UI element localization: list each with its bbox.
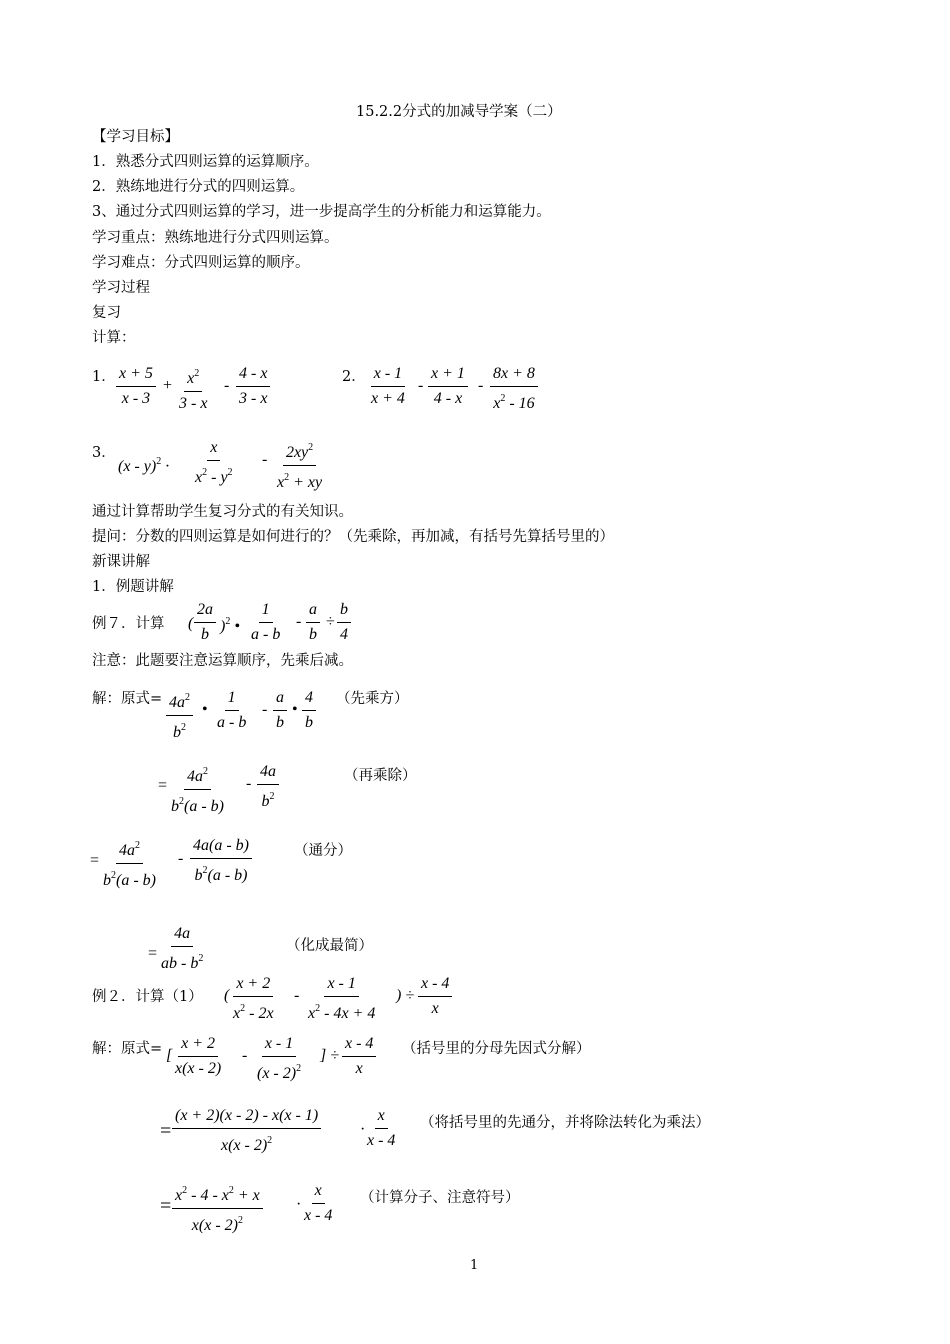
math-fraction: $\frac{x - 1}{(x - 2)^2}$ xyxy=(257,1035,302,1082)
calc-label: 计算： xyxy=(92,330,136,346)
note-factor: （括号里的分母先因式分解） xyxy=(402,1041,591,1057)
math-fraction: $\frac{x + 2}{x^2 - 2x}$ xyxy=(233,975,274,1022)
note-power: （先乘方） xyxy=(336,691,409,707)
math-expression: ( xyxy=(224,987,230,1004)
math-fraction: $\frac{4a}{b^2}$ xyxy=(257,762,279,812)
math-fraction: $\frac{b}{4}$ xyxy=(337,600,351,645)
math-fraction: $\frac{x}{x^2 - y^2}$ xyxy=(195,439,233,486)
example-7-label: 例７．计算 xyxy=(92,616,165,632)
math-fraction: $\frac{1}{a - b}$ xyxy=(251,601,281,643)
example-2-label: 例２．计算（1） xyxy=(92,989,203,1005)
math-operator: - xyxy=(246,775,252,792)
math-fraction: $\frac{x + 5}{x - 3}$ xyxy=(116,364,156,409)
problem-3-label: 3． xyxy=(92,445,116,461)
math-operator: = xyxy=(158,777,168,794)
math-fraction: $\frac{4a^2}{b^2(a - b)}$ xyxy=(100,836,159,891)
math-fraction: $\frac{4}{b}$ xyxy=(302,688,316,733)
math-fraction: $\frac{a}{b}$ xyxy=(306,600,320,645)
math-expression: [ xyxy=(166,1047,173,1064)
math-operator: + xyxy=(163,377,173,394)
math-fraction: $\frac{x - 1}{x^2 - 4x + 4}$ xyxy=(308,975,376,1022)
math-fraction: $\frac{x^2 - 4 - x^2 + x}{x(x - 2)^2}$ xyxy=(172,1181,263,1236)
math-operator: ÷ xyxy=(326,613,335,630)
note-sign: （计算分子、注意符号） xyxy=(360,1190,520,1206)
example-7-note: 注意：此题要注意运算顺序，先乘后减。 xyxy=(92,653,353,669)
objective-1: 1．熟悉分式四则运算的运算顺序。 xyxy=(92,154,319,170)
math-fraction: $\frac{x - 1}{x + 4}$ xyxy=(371,365,405,407)
solution-2-label: 解：原式= xyxy=(92,1041,163,1057)
problem-1-label: 1． xyxy=(92,369,116,385)
math-operator: - xyxy=(418,377,424,394)
math-fraction: $\frac{x - 4}{x}$ xyxy=(342,1034,376,1079)
math-fraction: $\frac{4a}{ab - b^2}$ xyxy=(161,925,204,972)
math-operator: · xyxy=(296,1196,302,1213)
difficulty: 学习难点：分式四则运算的顺序。 xyxy=(92,255,310,271)
math-fraction: $\frac{2xy^2}{x^2 + xy}$ xyxy=(274,438,325,493)
math-fraction: $\frac{8x + 8}{x^2 - 16}$ xyxy=(490,364,538,414)
new-lesson-heading: 新课讲解 xyxy=(92,554,150,570)
math-expression: )$^2$ • xyxy=(220,616,240,635)
math-operator: = xyxy=(160,1195,172,1217)
process-heading: 学习过程 xyxy=(92,280,150,296)
question: 提问：分数的四则运算是如何进行的？（先乘除，再加减，有括号先算括号里的） xyxy=(92,529,614,545)
note-common: （通分） xyxy=(294,843,352,859)
math-operator: • xyxy=(202,701,208,718)
math-operator: = xyxy=(90,852,100,869)
math-fraction: $\frac{x - 4}{x}$ xyxy=(418,974,452,1019)
solution-label: 解：原式= xyxy=(92,691,163,707)
math-fraction: $\frac{x}{x - 4}$ xyxy=(304,1182,333,1224)
math-operator: = xyxy=(148,945,158,962)
math-fraction: $\frac{4a(a - b)}{b^2(a - b)}$ xyxy=(190,836,252,886)
objective-2: 2．熟练地进行分式的四则运算。 xyxy=(92,179,305,195)
page-number: 1 xyxy=(470,1258,479,1273)
review-note: 通过计算帮助学生复习分式的有关知识。 xyxy=(92,504,353,520)
objective-3: 3、通过分式四则运算的学习，进一步提高学生的分析能力和运算能力。 xyxy=(92,204,551,220)
math-fraction: $\frac{4a^2}{b^2}$ xyxy=(166,688,193,743)
note-muldiv: （再乘除） xyxy=(344,768,417,784)
math-fraction: $\frac{4 - x}{3 - x}$ xyxy=(236,364,270,409)
example-heading: 1．例题讲解 xyxy=(92,579,174,595)
math-fraction: $\frac{4a^2}{b^2(a - b)}$ xyxy=(168,762,227,817)
math-fraction: $\frac{(x + 2)(x - 2) - x(x - 1)}{x(x - 2)^2}$ xyxy=(172,1106,321,1156)
note-convert: （将括号里的先通分，并将除法转化为乘法） xyxy=(420,1115,710,1131)
review-heading: 复习 xyxy=(92,305,121,321)
math-fraction: $\frac{x}{x - 4}$ xyxy=(367,1107,396,1149)
math-operator: - xyxy=(262,701,268,718)
math-fraction: $\frac{x^2}{3 - x}$ xyxy=(176,364,210,414)
math-operator: = xyxy=(160,1120,172,1142)
math-expression: ] ÷ xyxy=(320,1047,340,1064)
math-expression: (x - y)$^2$ · xyxy=(118,456,170,475)
math-operator: - xyxy=(224,377,230,394)
page-title: 15.2.2分式的加减导学案（二） xyxy=(356,104,562,120)
key-point: 学习重点：熟练地进行分式四则运算。 xyxy=(92,230,339,246)
math-operator: - xyxy=(294,987,300,1004)
math-operator: - xyxy=(296,613,302,630)
note-simplify: （化成最简） xyxy=(286,938,373,954)
math-operator: - xyxy=(242,1047,248,1064)
math-fraction: $\frac{a}{b}$ xyxy=(273,688,287,733)
math-expression: ) ÷ xyxy=(396,987,415,1004)
math-operator: · xyxy=(360,1121,366,1138)
math-operator: - xyxy=(478,377,484,394)
math-fraction: $\frac{2a}{b}$ xyxy=(194,600,216,645)
objectives-header: 【学习目标】 xyxy=(92,129,179,145)
math-fraction: $\frac{x + 1}{4 - x}$ xyxy=(428,364,468,409)
math-operator: • xyxy=(292,701,298,718)
math-fraction: $\frac{1}{a - b}$ xyxy=(217,689,247,731)
math-expression: ( xyxy=(188,615,194,632)
math-fraction: $\frac{x + 2}{x(x - 2)}$ xyxy=(175,1035,222,1077)
math-operator: - xyxy=(178,850,184,867)
math-operator: - xyxy=(262,451,268,468)
problem-2-label: 2． xyxy=(342,369,366,385)
